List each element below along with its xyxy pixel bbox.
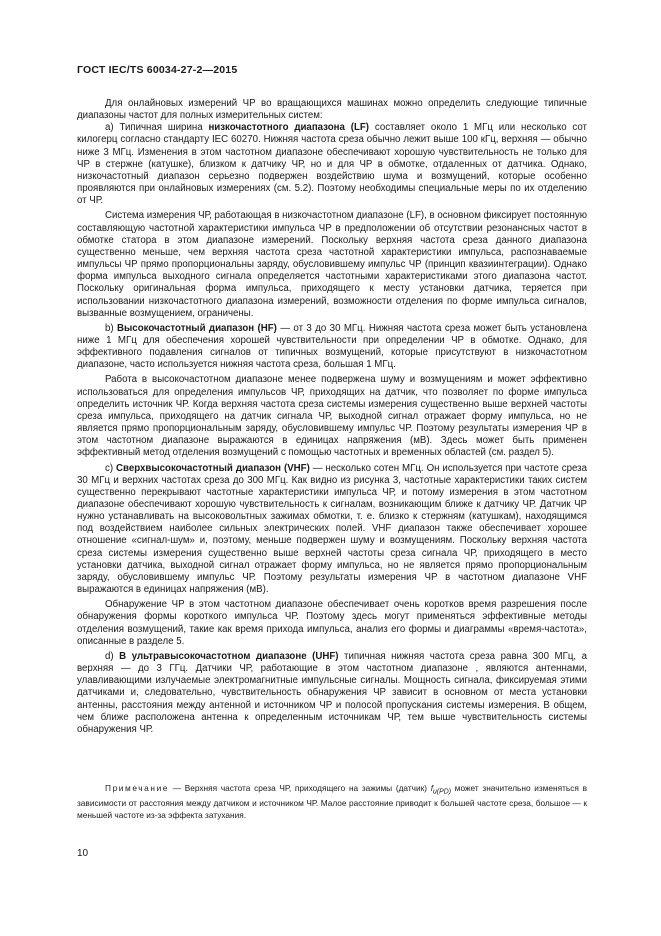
paragraph-intro: Для онлайновых измерений ЧР во вращающихся машинах можно определить следующие типичные диапазоны частот для полных измерительных систем: <box>77 98 587 122</box>
item-b-text: — от 3 до 30 МГц. Нижняя частота среза может быть установлена ниже 1 МГц для обеспечения хорошей чувствительности при определении ЧР в обмотке. Однако, для эффективного подавления сигналов от типичных возмущений, которые присутствуют в низкочастотном диапазоне, часто используется нижняя частота среза, большая 1 МГц. <box>77 322 587 371</box>
note-formula-main: f <box>430 783 434 793</box>
note-text-after: может значительно изменяться в зависимости от расстояния между датчиком и источником ЧР. Малое расстояние приводит к большей частоте среза, большое — к меньшей частоте из-за эффекта затухания. <box>77 783 587 820</box>
document-body <box>77 98 587 736</box>
note-block <box>77 783 587 821</box>
item-a-text: составляет около 1 МГц или несколько сот килогерц согласно стандарту IEC 60270. Нижняя частота среза обычно лежит выше 100 кГц, верхняя — обычно ниже 3 МГц. Изменения в этом частотном диапазоне обеспечивают хорошую чувствительность не только для ЧР в стержне (катушке), близком к датчику ЧР, но и для ЧР в обмотке, отдаленных от датчика. Однако, низкочастотный диапазон серьезно подвержен воздействию шума и возмущений, которые особенно проявляются при онлайновых измерениях (см. 5.2). Поэтому необходимы специальные меры по их отделению от ЧР. <box>77 122 587 207</box>
note-formula-sub: u(PD) <box>433 788 452 796</box>
item-a-term: низкочастотного диапазона (LF) <box>208 122 370 134</box>
page-number: 10 <box>77 848 89 859</box>
item-c-text: — несколько сотен МГц. Он используется при частоте среза 30 МГц и верхних частотах среза до 300 МГц. Как видно из рисунка 3, частотные характеристики таких систем существенно перекрывают частотные характеристики импульса ЧР, и потому измерения в этом частотном диапазоне обеспечивают хорошую чувствительность к сигналам, возникающим ближе к датчику ЧР. Датчик ЧР нужно устанавливать на высоковольтных зажимах обмотки, т. е. близко к стержням (катушкам), находящимся под воздействием наиболее сильных электрических полей. VHF диапазон также обеспечивает хорошее отношение «сигнал-шум» и, поэтому, меньше подвержен шуму и возмущениям. Поскольку верхняя частота среза системы измерения существенно выше верхней частоты среза сигнала ЧР, приходящего в место установки датчика, выходной сигнал отражает форму импульса, но не является прямо пропорциональным заряду, обусловившему импульс ЧР. Поэтому результаты измерения ЧР в частотном диапазоне VHF выражаются в единицах напряжения (мВ). <box>77 462 587 596</box>
item-b-term: Высокочастотный диапазон (HF) <box>117 322 277 334</box>
document-header: ГОСТ IEC/TS 60034-27-2—2015 <box>77 64 238 76</box>
item-d-prefix: d) <box>105 650 120 662</box>
item-a-prefix: а) Типичная ширина <box>105 122 209 134</box>
paragraph-item-c <box>77 463 587 597</box>
note-formula <box>430 783 452 796</box>
paragraph-item-a <box>77 122 587 207</box>
note-label: Примечание <box>105 783 170 793</box>
paragraph-hf-work: Работа в высокочастотном диапазоне менее подвержена шуму и возмущениям и может эффективно использоваться для определения импульсов ЧР, приходящих на датчик, что позволяет по форме импульса определить источник ЧР. Когда верхняя частота среза системы измерения существенно выше верхней частоты среза импульса, приходящего на датчик сигнала ЧР, выходной сигнал отражает форму импульса, но не является прямо пропорциональным заряду, обусловившему импульс ЧР. Поэтому результаты измерения ЧР в этом частотном диапазоне выражаются в единицах напряжения (мВ). Здесь может быть применен эффективный метод отделения возмущений с помощью частотных и временных областей (см. раздел 5). <box>77 374 587 459</box>
item-c-prefix: с) <box>105 462 117 474</box>
paragraph-lf-system: Система измерения ЧР, работающая в низкочастотном диапазоне (LF), в основном фиксирует постоянную составляющую частотной характеристики импульса ЧР в предположении об отсутствии резонансных частот в обмотке статора в этом диапазоне измерений. Поскольку верхняя частота среза данного диапазона существенно меньше, чем верхняя частота среза частотной характеристики импульса, распознаваемые импульсы ЧР прямо пропорциональны заряду, обусловившему импульс ЧР (принцип квазиинтеграции). Однако форма импульса выходного сигнала определяется частотными характеристиками этого диапазона частот. Поскольку оригинальная форма импульса, приходящего к месту установки датчика, теряется при использовании низкочастотного диапазона измерений, возможности отделения по форме импульса сигналов, вызванные возмущением, ограничены. <box>77 210 587 319</box>
paragraph-item-d <box>77 651 587 736</box>
note-text-before: — Верхняя частота среза ЧР, приходящего на зажимы (датчик) <box>169 783 431 793</box>
item-b-prefix: b) <box>105 322 118 334</box>
item-c-term: Сверхвысокочастотный диапазон (VHF) <box>116 462 310 474</box>
item-d-text: типичная нижняя частота среза равна 300 МГц, а верхняя — до 3 ГГц. Датчики ЧР, работающие в этом частотном диапазоне , являются антеннами, улавливающими излучаемые электромагнитные импульсные сигналы. Мощность сигнала, фиксируемая этими датчиками и, следовательно, чувствительность обнаружения ЧР зависит в основном от места установки антенны, расстояния между антенной и источником ЧР и полосой пропускания системы измерения. В общем, чем ближе расположена антенна к определенным источникам ЧР, тем выше чувствительность системы обнаружения ЧР. <box>77 650 587 735</box>
item-d-term: В ультравысокочастотном диапазоне (UHF) <box>119 650 339 662</box>
note-paragraph <box>77 783 587 821</box>
paragraph-item-b <box>77 323 587 372</box>
paragraph-vhf-detect: Обнаружение ЧР в этом частотном диапазоне обеспечивает очень коротков время разрешения после обнаружения формы короткого импульса ЧР. Поэтому здесь могут применяться эффективные методы отделения возмущений, такие как время прихода импульса, анализ его формы и диаграммы «время-частота», описанные в разделе 5. <box>77 599 587 647</box>
